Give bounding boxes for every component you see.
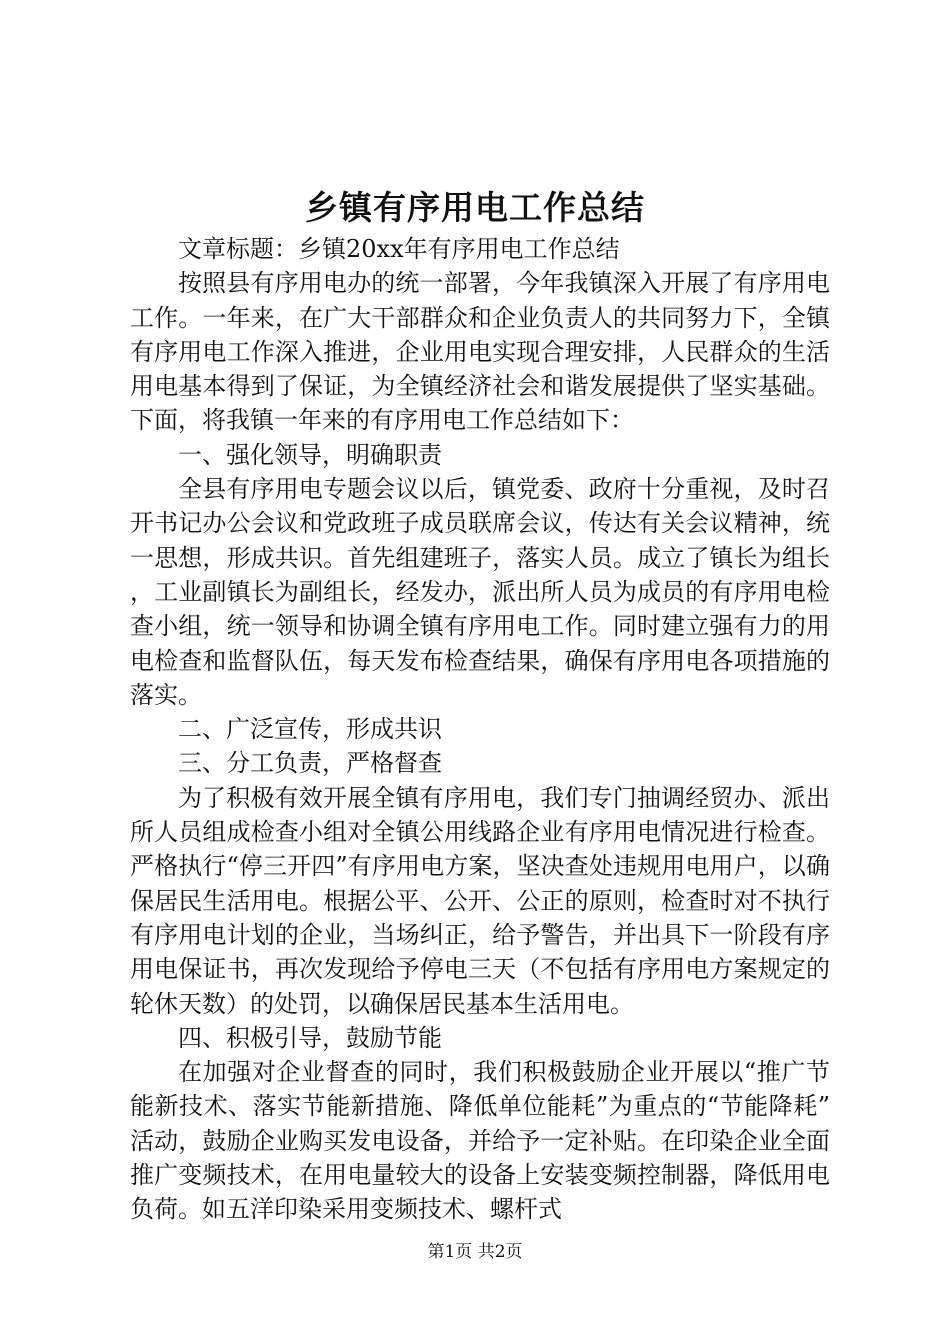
section-heading-1: 一、强化领导，明确职责: [178, 440, 442, 469]
section-1-paragraph: 全县有序用电专题会议以后，镇党委、政府十分重视，及时召开书记办公会议和党政班子成员联席会议，传达有关会议精神，统一思想，形成共识。首先组建班子，落实人员。成立了镇长为组长，工业副镇长为副组长，经发办，派出所人员为成员的有序用电检查小组，统一领导和协调全镇有序用电工作。同时建立强有力的用电检查和监督队伍，每天发布检查结果，确保有序用电各项措施的落实。: [130, 475, 830, 709]
section-heading-3: 三、分工负责，严格督查: [178, 749, 442, 778]
intro-paragraph: 按照县有序用电办的统一部署，今年我镇深入开展了有序用电工作。一年来，在广大干部群众和企业负责人的共同努力下，全镇有序用电工作深入推进，企业用电实现合理安排，人民群众的生活用电基本得到了保证，为全镇经济社会和谐发展提供了坚实基础。下面，将我镇一年来的有序用电工作总结如下：: [130, 269, 830, 435]
section-4-paragraph: 在加强对企业督查的同时，我们积极鼓励企业开展以“推广节能新技术、落实节能新措施、降低单位能耗”为重点的“节能降耗”活动，鼓励企业购买发电设备，并给予一定补贴。在印染企业全面推广变频技术，在用电量较大的设备上安装变频控制器，降低用电负荷。如五洋印染采用变频技术、螺杆式: [130, 1058, 830, 1224]
section-heading-4: 四、积极引导，鼓励节能: [178, 1023, 442, 1052]
section-heading-2: 二、广泛宣传，形成共识: [178, 715, 442, 744]
section-3-paragraph: 为了积极有效开展全镇有序用电，我们专门抽调经贸办、派出所人员组成检查小组对全镇公用线路企业有序用电情况进行检查。严格执行“停三开四”有序用电方案，坚决查处违规用电用户，以确保居民生活用电。根据公平、公开、公正的原则，检查时对不执行有序用电计划的企业，当场纠正，给予警告，并出具下一阶段有序用电保证书，再次发现给予停电三天（不包括有序用电方案规定的轮休天数）的处罚，以确保居民基本生活用电。: [130, 783, 830, 1018]
document-body: [130, 232, 830, 1227]
page-footer: 第1页 共2页: [427, 1242, 523, 1262]
article-title-line: 文章标题：乡镇20xx年有序用电工作总结: [178, 235, 620, 263]
document-title: 乡镇有序用电工作总结: [305, 188, 645, 227]
